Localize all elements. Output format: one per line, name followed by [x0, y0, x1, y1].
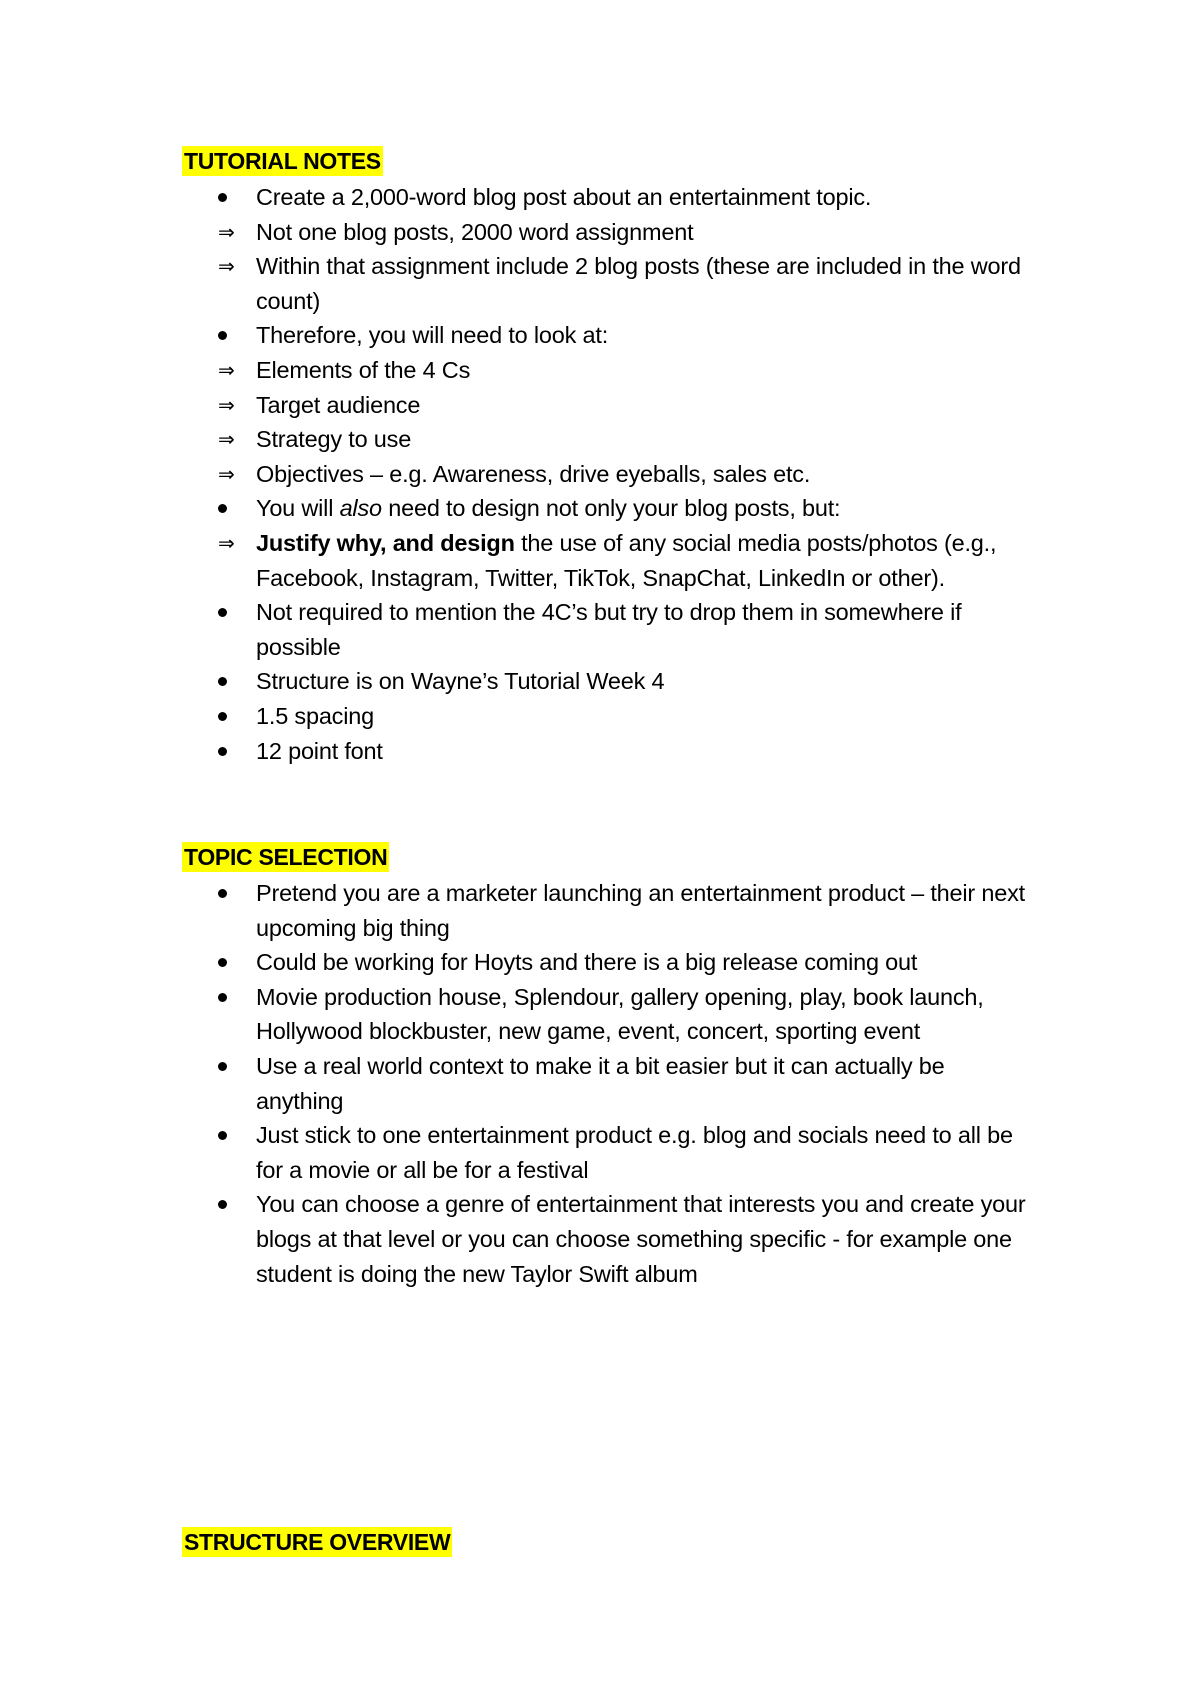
- topic-selection-section: [182, 842, 1032, 1291]
- list-item: [182, 215, 1032, 250]
- list-item: [182, 595, 1032, 664]
- list-item: [182, 1118, 1032, 1187]
- arrow-icon: ⇒: [218, 219, 235, 244]
- structure-overview-section: [182, 1527, 1032, 1557]
- item-text: Pretend you are a marketer launching an entertainment product – their next upcoming big thing: [256, 880, 1025, 941]
- bullet-icon: [182, 1049, 256, 1084]
- bullet-icon: [182, 595, 256, 630]
- item-text: Could be working for Hoyts and there is a big release coming out: [256, 949, 918, 976]
- list-item: [182, 491, 1032, 526]
- list-item: [182, 699, 1032, 734]
- bullet-icon: [182, 699, 256, 734]
- bullet-icon: [182, 664, 256, 699]
- item-text: 12 point font: [256, 737, 383, 764]
- bullet-icon: [182, 945, 256, 980]
- item-text: Use a real world context to make it a bit easier but it can actually be anything: [256, 1052, 945, 1114]
- bullet-icon: [182, 980, 256, 1015]
- arrow-icon: ⇒: [218, 392, 235, 417]
- bullet-icon: [182, 1118, 256, 1153]
- list-item: [182, 249, 1032, 318]
- item-text: You will: [256, 495, 340, 522]
- list-item: [182, 664, 1032, 699]
- bullet-icon: [182, 734, 256, 769]
- structure-overview-heading: STRUCTURE OVERVIEW: [184, 1529, 451, 1555]
- list-item: [182, 353, 1032, 388]
- list-item: [182, 318, 1032, 353]
- arrow-icon: ⇒: [218, 254, 235, 279]
- arrow-icon: ⇒: [218, 427, 235, 452]
- bullet-icon: [182, 876, 256, 911]
- item-text: Strategy to use: [256, 426, 412, 453]
- topic-selection-heading: TOPIC SELECTION: [184, 844, 388, 870]
- list-item: [182, 876, 1032, 945]
- item-text: 1.5 spacing: [256, 702, 374, 729]
- item-text: Target audience: [256, 391, 421, 418]
- list-item: [182, 1187, 1032, 1291]
- tutorial-notes-heading: TUTORIAL NOTES: [184, 148, 381, 174]
- list-item: [182, 734, 1032, 769]
- list-item: [182, 980, 1032, 1049]
- item-text: Just stick to one entertainment product e.g. blog and socials need to all be for a movie or all be for a festival: [256, 1122, 1013, 1183]
- arrow-icon: ⇒: [218, 461, 235, 486]
- item-text: Not one blog posts, 2000 word assignment: [256, 218, 694, 245]
- item-text-bold: Justify why, and design: [256, 529, 515, 556]
- arrow-icon: ⇒: [218, 530, 235, 555]
- item-text: Structure is on Wayne’s Tutorial Week 4: [256, 668, 665, 695]
- list-item: [182, 945, 1032, 980]
- list-item: [182, 526, 1032, 595]
- list-item: [182, 422, 1032, 457]
- item-text: Therefore, you will need to look at:: [256, 322, 609, 349]
- item-text: Elements of the 4 Cs: [256, 356, 471, 383]
- item-text: Within that assignment include 2 blog posts (these are included in the word count): [256, 253, 1021, 314]
- list-item: [182, 388, 1032, 423]
- item-text: the use of any social media posts/photos (e.g., Facebook, Instagram, Twitter, TikTok, SnapChat, LinkedIn or other).: [256, 529, 997, 591]
- item-text: You can choose a genre of entertainment that interests you and create your blogs at that level or you can choose something specific - for example one student is doing the new Taylor Swift album: [256, 1191, 1026, 1287]
- item-text: Objectives – e.g. Awareness, drive eyeballs, sales etc.: [256, 460, 811, 487]
- item-text: Not required to mention the 4C’s but try to drop them in somewhere if possible: [256, 599, 962, 660]
- item-text-italic: also: [339, 495, 382, 522]
- bullet-icon: [182, 180, 256, 215]
- arrow-icon: ⇒: [218, 357, 235, 382]
- item-text: Movie production house, Splendour, gallery opening, play, book launch, Hollywood blockbuster, new game, event, concert, sporting event: [256, 983, 984, 1045]
- item-text: Create a 2,000-word blog post about an entertainment topic.: [256, 184, 872, 210]
- list-item: [182, 1049, 1032, 1118]
- bullet-icon: [182, 491, 256, 526]
- list-item: [182, 180, 1032, 215]
- topic-selection-list: [182, 876, 1032, 1291]
- bullet-icon: [182, 318, 256, 353]
- bullet-icon: [182, 1187, 256, 1222]
- item-text: need to design not only your blog posts, but:: [381, 495, 841, 522]
- tutorial-notes-list: [182, 180, 1032, 768]
- list-item: [182, 457, 1032, 492]
- tutorial-notes-section: [182, 146, 1032, 768]
